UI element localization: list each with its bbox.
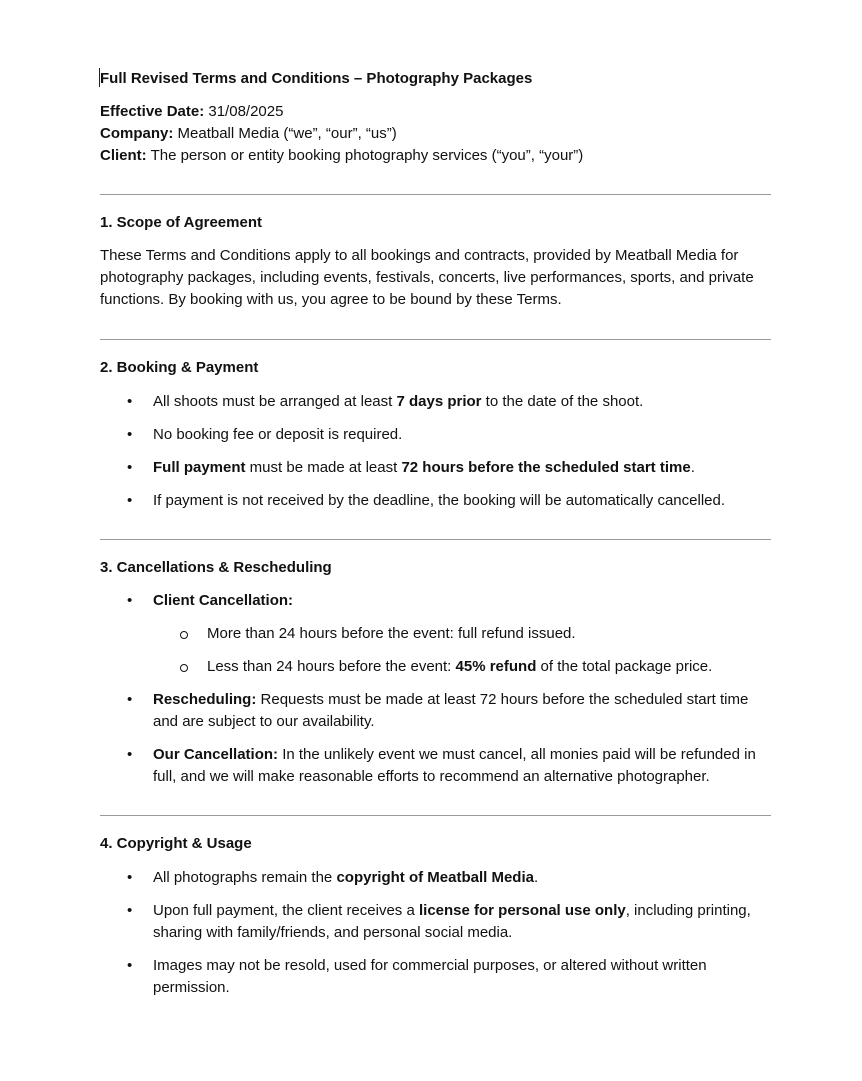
sublist-item-bold: 45% refund: [455, 658, 537, 675]
list-item-text: .: [533, 869, 539, 886]
client-value: The person or entity booking photography services (“you”, “your”): [146, 147, 584, 164]
list-item-text: Upon full payment, the client receives a: [153, 902, 419, 919]
rescheduling-label: Rescheduling:: [153, 691, 257, 708]
list-item: [100, 457, 771, 479]
list-item: [100, 900, 771, 944]
sublist-item: [100, 623, 771, 645]
list-item-bold: copyright of Meatball Media: [336, 869, 534, 886]
list-item: [100, 490, 771, 512]
sublist-item: [100, 656, 771, 678]
hollow-circle-bullet-icon: [180, 664, 188, 672]
our-cancellation-label: Our Cancellation:: [153, 746, 279, 763]
company-label: Company:: [100, 125, 174, 142]
section-divider: [100, 339, 771, 340]
list-item-text: must be made at least: [245, 459, 402, 476]
client-cancellation-sublist: [153, 623, 771, 678]
list-item: [100, 955, 771, 999]
section-divider: [100, 539, 771, 540]
list-item-text: All shoots must be arranged at least: [153, 393, 397, 410]
rescheduling-text: Requests must be made at least 72 hours before the scheduled start time and are subject to our availability.: [153, 691, 749, 730]
list-item: [100, 590, 771, 678]
list-item-bold: license for personal use only: [418, 902, 626, 919]
list-item: [100, 867, 771, 889]
list-item: [100, 689, 771, 733]
list-item-bold: Full payment: [153, 459, 246, 476]
section-divider: [100, 194, 771, 195]
section-heading-cancellations: 3. Cancellations & Rescheduling: [100, 559, 332, 576]
our-cancellation-text: In the unlikely event we must cancel, all monies paid will be refunded in full, and we will make reasonable efforts to recommend an alternative photographer.: [153, 746, 756, 785]
list-item: [100, 424, 771, 446]
document-title: [100, 68, 771, 90]
list-item-text: , including printing, sharing with family/friends, and personal social media.: [153, 902, 751, 941]
cancellations-list: [100, 590, 771, 788]
section-heading-copyright: 4. Copyright & Usage: [100, 835, 252, 852]
sublist-item-text: of the total package price.: [536, 658, 713, 675]
scope-paragraph: These Terms and Conditions apply to all bookings and contracts, provided by Meatball Media for photography packages, including events, festivals, concerts, live performances, sports, and private functions. By booking with us, you agree to be bound by these Terms.: [100, 247, 754, 308]
section-heading-scope: 1. Scope of Agreement: [100, 214, 262, 231]
effective-date-line: [100, 101, 771, 123]
list-item-bold: 72 hours before the scheduled start time: [401, 459, 691, 476]
sublist-item-text: Less than 24 hours before the event:: [207, 658, 456, 675]
document-meta: [100, 101, 771, 167]
effective-date-value: 31/08/2025: [204, 103, 284, 120]
list-item-text: Images may not be resold, used for commercial purposes, or altered without written permission.: [153, 957, 707, 996]
client-label: Client:: [100, 147, 147, 164]
list-item-text: If payment is not received by the deadline, the booking will be automatically cancelled.: [153, 492, 725, 509]
document-body[interactable]: [100, 68, 771, 999]
list-item-bold: 7 days prior: [396, 393, 482, 410]
list-item-text: No booking fee or deposit is required.: [153, 426, 403, 443]
copyright-list: [100, 867, 771, 999]
list-item-text: .: [690, 459, 695, 476]
company-value: Meatball Media (“we”, “our”, “us”): [173, 125, 397, 142]
client-cancellation-label: Client Cancellation:: [153, 592, 294, 609]
list-item-text: to the date of the shoot.: [481, 393, 644, 410]
booking-list: [100, 391, 771, 512]
list-item-text: All photographs remain the: [153, 869, 337, 886]
effective-date-label: Effective Date:: [100, 103, 205, 120]
hollow-circle-bullet-icon: [180, 631, 188, 639]
sublist-item-text: More than 24 hours before the event: full refund issued.: [207, 625, 576, 642]
section-divider: [100, 815, 771, 816]
list-item: [100, 391, 771, 413]
company-line: [100, 123, 771, 145]
list-item: [100, 744, 771, 788]
document-title-text: Full Revised Terms and Conditions – Photography Packages: [100, 70, 533, 87]
section-heading-booking: 2. Booking & Payment: [100, 359, 259, 376]
client-line: [100, 145, 771, 167]
